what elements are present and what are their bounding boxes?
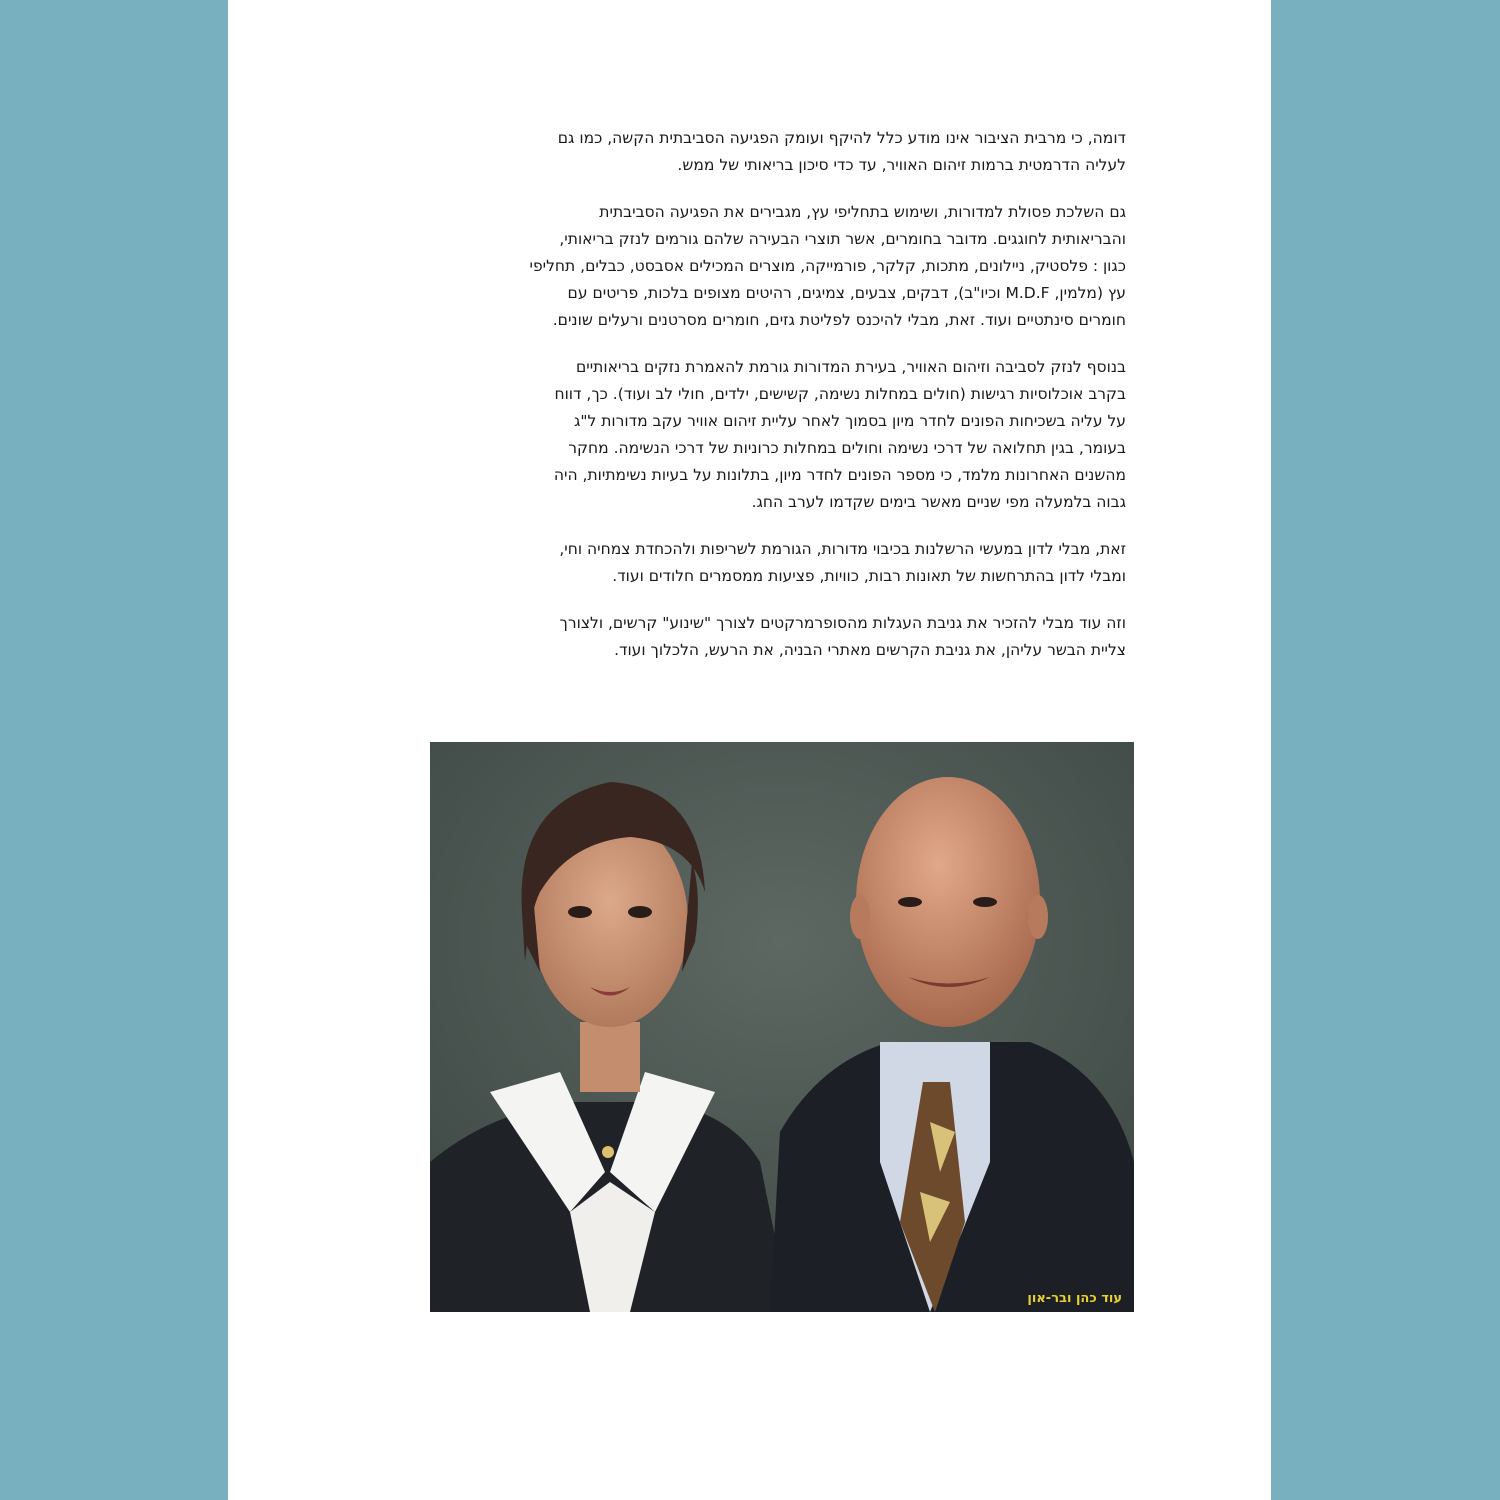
text-line: גם השלכת פסולת למדורות, ושימוש בתחליפי עץ, מגבירים את הפגיעה הסביבתית	[599, 203, 1126, 221]
paragraph-5	[376, 610, 1126, 664]
text-line: מהשנים האחרונות מלמד, כי מספר הפונים לחדר מיון, בתלונות על בעיות נשימתיות, היה	[553, 466, 1126, 484]
text-line: חומרים סינתטיים ועוד. זאת, מבלי להיכנס לפליטת גזים, חומרים מסרטנים ורעלים שונים.	[552, 311, 1126, 329]
text-line: ומבלי לדון בהתרחשות של תאונות רבות, כוויות, פציעות ממסמרים חלודים ועוד.	[612, 567, 1126, 585]
paragraph-4	[376, 536, 1126, 590]
article-body	[376, 125, 1126, 684]
paragraph-1	[376, 125, 1126, 179]
document-page	[228, 0, 1271, 1500]
text-line: גבוה בלמעלה מפי שניים מאשר בימים שקדמו לערב החג.	[751, 493, 1126, 511]
text-line: על עליה בשכיחות הפונים לחדר מיון בסמוך לאחר עליית זיהום אוויר עקב מדורות ל"ג	[573, 412, 1126, 430]
text-line: לעליה הדרמטית ברמות זיהום האוויר, עד כדי סיכון בריאותי של ממש.	[677, 156, 1126, 174]
text-line: וזה עוד מבלי להזכיר את גניבת העגלות מהסופרמרקטים לצורך "שינוע" קרשים, ולצורך	[559, 614, 1126, 632]
portrait-illustration	[430, 742, 1134, 1312]
portrait-photo	[430, 742, 1134, 1312]
text-line: כגון : פלסטיק, ניילונים, מתכות, קלקר, פורמייקה, מוצרים המכילים אסבסט, כבלים, תחליפי	[529, 257, 1126, 275]
text-line: בעומר, בגין תחלואה של דרכי נשימה וחולים במחלות כרוניות של דרכי הנשימה. מחקר	[568, 439, 1126, 457]
text-line: בקרב אוכלוסיות רגישות (חולים במחלות נשימה, קשישים, ילדים, חולי לב ועוד). כך, דווח	[554, 385, 1126, 403]
paragraph-3	[376, 354, 1126, 516]
photo-caption: עוד כהן ובר-און	[1019, 1289, 1130, 1309]
text-line: זאת, מבלי לדון במעשי הרשלנות בכיבוי מדורות, הגורמת לשריפות ולהכחדת צמחיה וחי,	[559, 540, 1126, 558]
paragraph-2	[376, 199, 1126, 334]
text-line: בנוסף לנזק לסביבה וזיהום האוויר, בעירת המדורות גורמת להאמרת נזקים בריאותיים	[575, 358, 1126, 376]
text-line: עץ (מלמין, M.D.F וכיו"ב), דבקים, צבעים, צמיגים, רהיטים מצופים בלכות, פריטים עם	[567, 284, 1126, 302]
text-line: צליית הבשר עליהן, את גניבת הקרשים מאתרי הבניה, את הרעש, הלכלוך ועוד.	[614, 641, 1126, 659]
text-line: והבריאותית לחוגגים. מדובר בחומרים, אשר תוצרי הבעירה שלהם גורמים לנזק בריאותי,	[559, 230, 1126, 248]
text-line: דומה, כי מרבית הציבור אינו מודע כלל להיקף ועומק הפגיעה הסביבתית הקשה, כמו גם	[557, 129, 1126, 147]
